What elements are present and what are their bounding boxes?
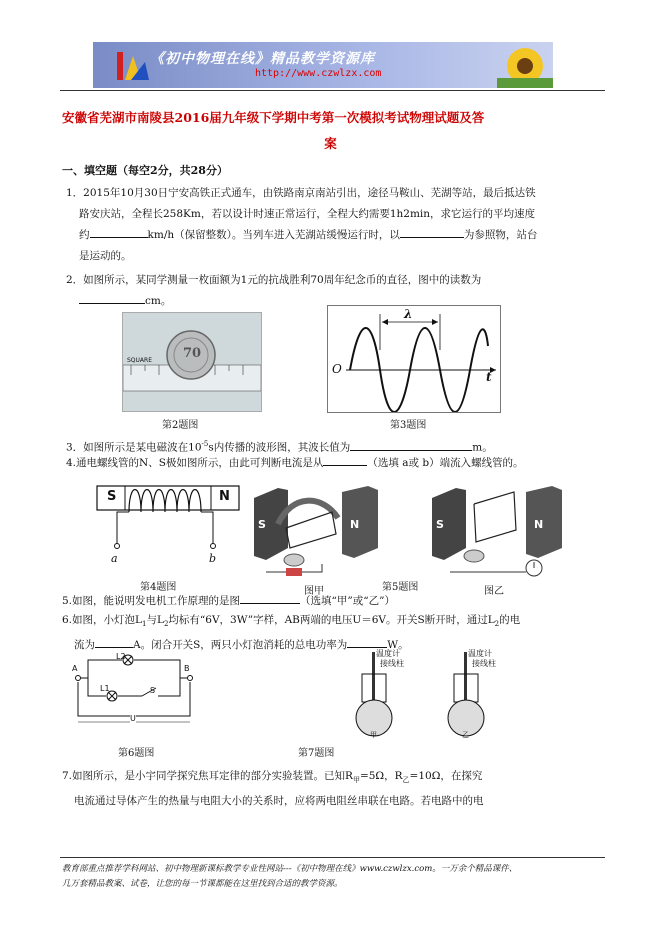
document-title: 安徽省芜湖市南陵县2016届九年级下学期中考第一次模拟考试物理试题及答 (62, 110, 485, 125)
q1-text: 为参照物，站台 (463, 229, 538, 241)
figure-4-caption: 第4题图 (140, 582, 177, 593)
footer-line: 几万套精品教案、试卷，让您的每一节课都能在这里找到合适的教学资源。 (62, 879, 343, 889)
lamp-l1-label: L1 (100, 684, 110, 693)
header-divider (60, 90, 605, 91)
q1-line (66, 225, 606, 246)
document-title-cont: 案 (324, 136, 337, 151)
banner-title: 《初中物理在线》精品教学资源库 (150, 51, 375, 67)
footer-line: 教育部重点推荐学科网站、初中物理新课标教学专业性网站---《初中物理在线》www.czwlzx.com。一万余个精品课件、 (62, 864, 518, 874)
solenoid-figure (93, 482, 243, 570)
sine-wave-icon (328, 306, 500, 412)
thermometer-label: 温度计 (468, 649, 492, 658)
q6-text: W。 (387, 639, 409, 652)
binding-post-label: 接线柱 (380, 659, 404, 668)
coin-ruler-photo (122, 312, 262, 412)
answer-blank[interactable] (350, 438, 472, 451)
wave-figure (327, 305, 501, 413)
answer-blank[interactable] (95, 635, 133, 648)
pole-s-label: S (107, 489, 117, 504)
q7-line: 电流通过导体产生的热量与电阻大小的关系时，应将两电阻丝串联在电路。若电路中的电 (74, 795, 484, 808)
answer-blank[interactable] (79, 291, 145, 304)
q2-text: cm。 (145, 295, 172, 307)
q3-text: 3．如图所示是某电磁波在10 (66, 441, 202, 454)
q5-text: （选填“甲”或“乙”） (300, 595, 396, 607)
answer-blank[interactable] (90, 225, 148, 238)
question-1 (66, 183, 606, 267)
question-6 (62, 610, 607, 656)
ruler-label: SQUARE (127, 357, 152, 364)
switch-label: S (150, 686, 156, 695)
footer (62, 862, 607, 892)
node-a-label: A (72, 664, 78, 673)
q7-sub: 甲 (352, 776, 360, 785)
q3-text: m。 (472, 441, 493, 454)
magnet-galvanometer-icon (430, 484, 570, 580)
lambda-label: λ (404, 307, 413, 321)
lamp-l2-label: L2 (116, 652, 126, 661)
figure-6-caption: 第6题图 (118, 748, 155, 759)
flask-figure (340, 648, 520, 740)
question-7 (62, 766, 607, 812)
time-axis-label: t (486, 370, 492, 384)
answer-blank[interactable] (347, 635, 387, 648)
figure-jia-label: 图甲 (304, 586, 324, 597)
q7-text: =10Ω，在探究 (409, 770, 483, 782)
q6-text: 6.如图，小灯泡L (62, 614, 142, 626)
pole-s-label: S (436, 518, 444, 531)
q7-text: =5Ω，R (359, 770, 403, 782)
binding-post-label: 接线柱 (472, 659, 496, 668)
q6-text: 均标有“6V，3W”字样，AB两端的电压U＝6V。开关S断开时，通过L (168, 614, 495, 626)
motor-figure-jia (252, 484, 380, 580)
voltage-label: U (130, 714, 136, 723)
q4-text: （选填 a或 b）端流入螺线管的。 (367, 457, 524, 469)
flask-jia-label: 甲 (370, 731, 377, 739)
thermometer-label: 温度计 (376, 649, 400, 658)
q7-text: 7.如图所示，是小宇同学探究焦耳定律的部分实验装置。已知R (62, 770, 353, 782)
question-4 (66, 453, 606, 474)
pole-n-label: N (534, 518, 544, 531)
terminal-a-label: a (111, 552, 118, 565)
section-heading: 一、填空题（每空2分，共28分） (62, 164, 228, 177)
question-5 (62, 591, 602, 612)
pole-n-label: N (350, 518, 360, 531)
q6-line (62, 610, 607, 635)
generator-figure-yi (430, 484, 570, 580)
sunflower-icon (497, 44, 553, 88)
q6-text: A。闭合开关S，两只小灯泡消耗的总电功率为 (133, 639, 348, 652)
magnet-coil-icon (252, 484, 380, 580)
circuit-figure (72, 652, 198, 738)
terminal-b-label: b (209, 552, 217, 565)
q3-sup: -5 (201, 440, 209, 448)
q6-sub: 1 (142, 620, 147, 629)
answer-blank[interactable] (323, 453, 367, 466)
q6-sub: 2 (494, 620, 500, 629)
q7-line (62, 766, 607, 791)
figure-5-caption: 第5题图 (382, 582, 419, 593)
circuit-diagram-icon (72, 652, 198, 738)
node-b-label: B (184, 664, 190, 673)
site-logo-icon (111, 48, 151, 84)
footer-divider (60, 857, 605, 858)
q6-text: 流为 (74, 639, 95, 652)
q5-text: 5.如图，能说明发电机工作原理的是图 (62, 595, 241, 607)
figure-3-caption: 第3题图 (390, 420, 427, 431)
q1-line: 是运动的。 (79, 250, 132, 262)
q4-text: 4.通电螺线管的N、S极如图所示，由此可判断电流是从 (66, 457, 324, 469)
q1-line: 路安庆站，全程长258Km，若以设计时速正常运行，全程大约需要1h2min，求它运行的平均速度 (79, 208, 536, 220)
answer-blank[interactable] (240, 591, 300, 604)
figure-yi-label: 图乙 (484, 586, 504, 597)
answer-blank[interactable] (400, 225, 464, 238)
q1-text: 约 (79, 229, 90, 241)
q1-line: 1．2015年10月30日宁安高铁正式通车，由铁路南京南站引出，途径马鞍山、芜湖等站，最后抵达铁 (66, 187, 536, 199)
coin-label: 70 (183, 346, 202, 361)
q6-text: 与L (146, 614, 164, 626)
pole-n-label: N (219, 489, 230, 504)
banner-url[interactable]: http://www.czwlzx.com (255, 68, 382, 79)
q6-sub: 2 (163, 620, 169, 629)
flask-yi-label: 乙 (462, 731, 469, 739)
q3-text: s内传播的波形图，其波长值为 (208, 441, 351, 454)
pole-s-label: S (258, 518, 266, 531)
figure-7-caption: 第7题图 (298, 748, 335, 759)
q2-line: 2．如图所示，某同学测量一枚面额为1元的抗战胜利70周年纪念币的直径，图中的读数为 (66, 274, 482, 286)
q1-text: km/h（保留整数）。当列车进入芜湖站缓慢运行时，以 (147, 229, 400, 241)
origin-label: O (332, 362, 342, 376)
q6-text: 的电 (499, 614, 521, 626)
q7-sub: 乙 (402, 776, 410, 785)
figure-2-caption: 第2题图 (162, 420, 199, 431)
